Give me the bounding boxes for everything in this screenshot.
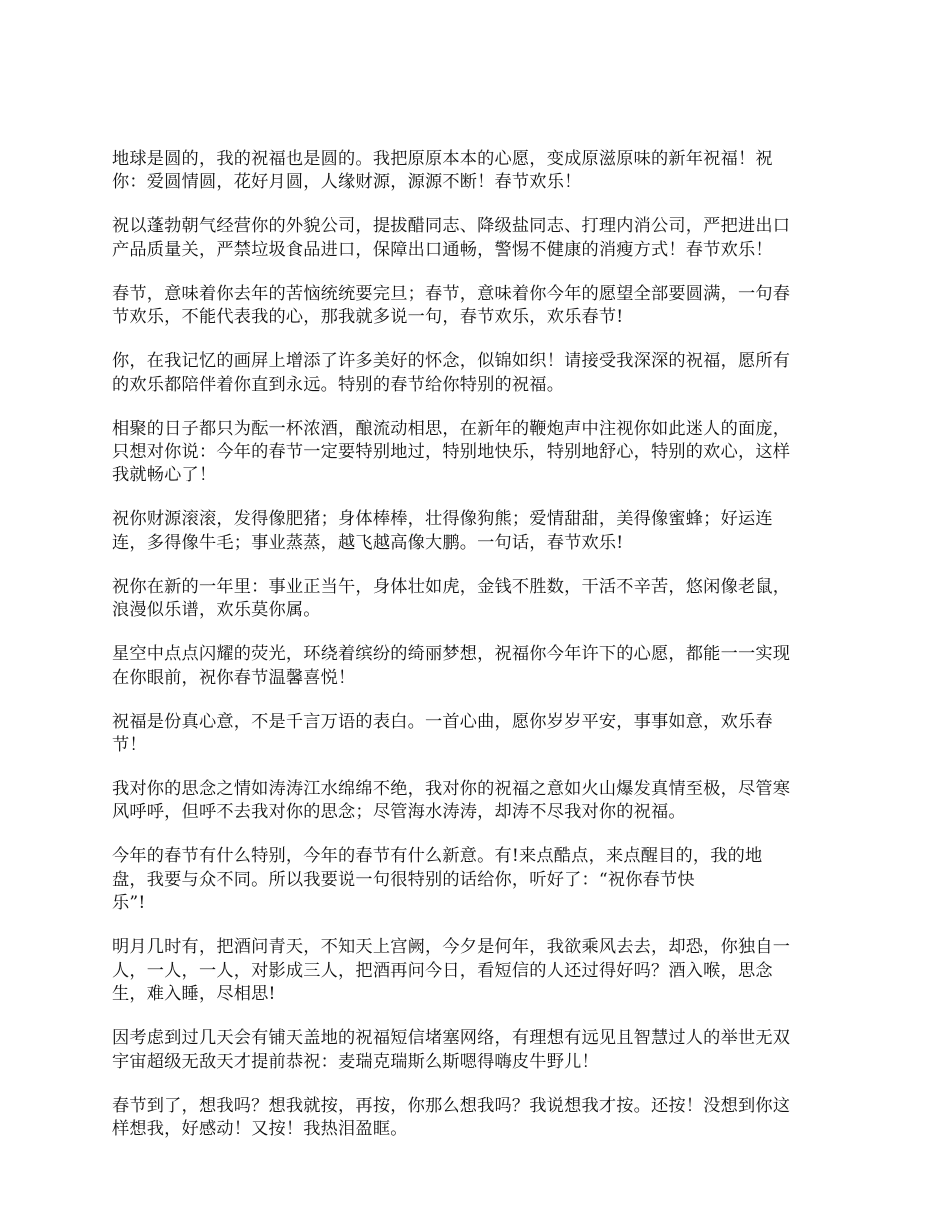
paragraph-7: 祝你在新的一年里：事业正当午，身体壮如虎，金钱不胜数，干活不辛苦，悠闲像老鼠， 浪漫似乐谱，欢乐莫你属。: [112, 576, 791, 621]
paragraph-14: 春节到了，想我吗？想我就按，再按，你那么想我吗？我说想我才按。还按！没想到你这 样想我，好感动！又按！我热泪盈眶。: [112, 1095, 791, 1139]
paragraph-13: 因考虑到过几天会有铺天盖地的祝福短信堵塞网络，有理想有远见且智慧过人的举世无双 宇宙超级无敌天才提前恭祝：麦瑞克瑞斯么斯嗯得嗨皮牛野儿！: [112, 1028, 791, 1072]
paragraph-11: 今年的春节有什么特别，今年的春节有什么新意。有!来点酷点，来点醒目的，我的地 盘，我要与众不同。所以我要说一句很特别的话给你，听好了：“祝你春节快 乐”!: [112, 846, 763, 914]
paragraph-8: 星空中点点闪耀的荧光，环绕着缤纷的绮丽梦想，祝福你今年许下的心愿，都能一一实现 在你眼前，祝你春节温馨喜悦！: [112, 644, 791, 688]
paragraph-5: 相聚的日子都只为酝一杯浓酒，酿流动相思，在新年的鞭炮声中注视你如此迷人的面庞， 只想对你说：今年的春节一定要特别地过，特别地快乐，特别地舒心，特别的欢心，这样 我就畅心了！: [112, 418, 791, 486]
paragraph-3: 春节，意味着你去年的苦恼统统要完旦；春节，意味着你今年的愿望全部要圆满，一句春 节欢乐，不能代表我的心，那我就多说一句，春节欢乐，欢乐春节!: [112, 283, 791, 328]
paragraph-9: 祝福是份真心意，不是千言万语的表白。一首心曲，愿你岁岁平安，事事如意，欢乐春 节！: [112, 711, 773, 756]
document-body: [112, 148, 842, 1162]
paragraph-12: 明月几时有，把酒问青天，不知天上宫阙，今夕是何年，我欲乘风去去，却恐，你独自一 人，一人，一人，对影成三人，把酒再问今日，看短信的人还过得好吗？酒入喉，思念 生，难入睡，尽相思!: [112, 937, 791, 1005]
paragraph-4: 你，在我记忆的画屏上增添了许多美好的怀念，似锦如织！请接受我深深的祝福，愿所有 的欢乐都陪伴着你直到永远。特别的春节给你特别的祝福。: [112, 351, 791, 395]
paragraph-10: 我对你的思念之情如涛涛江水绵绵不绝，我对你的祝福之意如火山爆发真情至极，尽管寒 风呼呼，但呼不去我对你的思念；尽管海水涛涛，却涛不尽我对你的祝福。: [112, 779, 791, 823]
paragraph-1: 地球是圆的，我的祝福也是圆的。我把原原本本的心愿，变成原滋原味的新年祝福！祝 你：爱圆情圆，花好月圆，人缘财源，源源不断！春节欢乐！: [112, 149, 773, 193]
paragraph-2: 祝以蓬勃朝气经营你的外貌公司，提拔醋同志、降级盐同志、打理内消公司，严把进出口 产品质量关，严禁垃圾食品进口，保障出口通畅，警惕不健康的消瘦方式！春节欢乐！: [112, 216, 791, 260]
paragraph-6: 祝你财源滚滚，发得像肥猪；身体棒棒，壮得像狗熊；爱情甜甜，美得像蜜蜂；好运连 连，多得像牛毛；事业蒸蒸，越飞越高像大鹏。一句话，春节欢乐!: [112, 509, 773, 553]
